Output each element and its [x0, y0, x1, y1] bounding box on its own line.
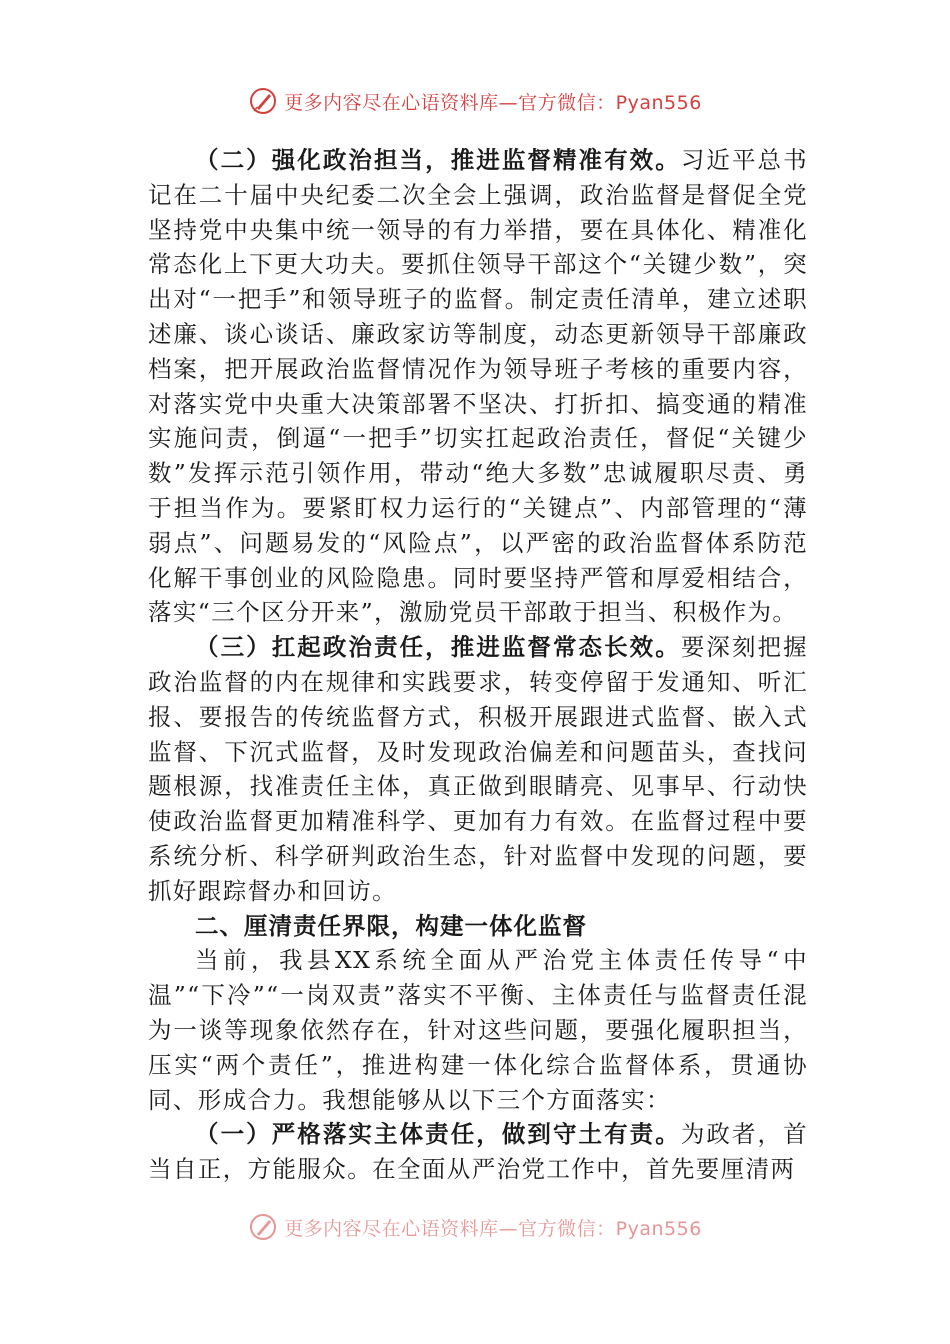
paragraph-text: 为政者，首当自正，方能服众。在全面从严治党工作中，首先要厘清两 [148, 1120, 809, 1184]
watermark-text: 更多内容尽在心语资料库—官方微信：Pyan556 [284, 1217, 702, 1240]
section-heading: 二、厘清责任界限，构建一体化监督 [195, 911, 587, 940]
paragraph-lead: （一）严格落实主体责任，做到守土有责。 [195, 1120, 681, 1149]
paragraph-main-responsibility [148, 1117, 808, 1187]
quill-pen-logo-icon [248, 86, 278, 116]
watermark-footer [0, 1212, 950, 1242]
paragraph-political-duty [148, 630, 808, 908]
document-body [148, 143, 808, 1187]
paragraph-political-responsibility [148, 143, 808, 630]
paragraph-text: 当前，我县XX系统全面从严治党主体责任传导“中温”“下冷”“一岗双责”落实不平衡、主体责任与监督责任混为一谈等现象依然存在，针对这些问题，要强化履职担当，压实“两个责任”，推进构建一体化综合监督体系，贯通协同、形成合力。我想能够从以下三个方面落实： [148, 946, 808, 1114]
paragraph-text: 要深刻把握政治监督的内在规律和实践要求，转变停留于发通知、听汇报、要报告的传统监督方式，积极开展跟进式监督、嵌入式监督、下沉式监督，及时发现政治偏差和问题苗头，查找问题根源，找准责任主体，真正做到眼睛亮、见事早、行动快使政治监督更加精准科学、更加有力有效。在监督过程中要系统分析、科学研判政治生态，针对监督中发现的问题，要抓好跟踪督办和回访。 [148, 633, 809, 905]
quill-pen-logo-icon [248, 1212, 278, 1242]
paragraph-lead: （三）扛起政治责任，推进监督常态长效。 [195, 633, 681, 662]
paragraph-text: 习近平总书记在二十届中央纪委二次全会上强调，政治监督是督促全党坚持党中央集中统一领导的有力举措，要在具体化、精准化常态化上下更大功夫。要抓住领导干部这个“关键少数”，突出对“一把手”和领导班子的监督。制定责任清单，建立述职述廉、谈心谈话、廉政家访等制度，动态更新领导干部廉政档案，把开展政治监督情况作为领导班子考核的重要内容，对落实党中央重大决策部署不坚决、打折扣、搞变通的精准实施问责，倒逼“一把手”切实扛起政治责任，督促“关键少数”发挥示范引领作用，带动“绝大多数”忠诚履职尽责、勇于担当作为。要紧盯权力运行的“关键点”、内部管理的“薄弱点”、问题易发的“风险点”，以严密的政治监督体系防范化解干事创业的风险隐患。同时要坚持严管和厚爱相结合，落实“三个区分开来”，激励党员干部敢于担当、积极作为。 [148, 146, 809, 627]
watermark-text: 更多内容尽在心语资料库—官方微信：Pyan556 [284, 91, 702, 114]
watermark-header [0, 86, 950, 116]
paragraph-current-situation [148, 943, 808, 1117]
paragraph-lead: （二）强化政治担当，推进监督精准有效。 [195, 146, 681, 174]
